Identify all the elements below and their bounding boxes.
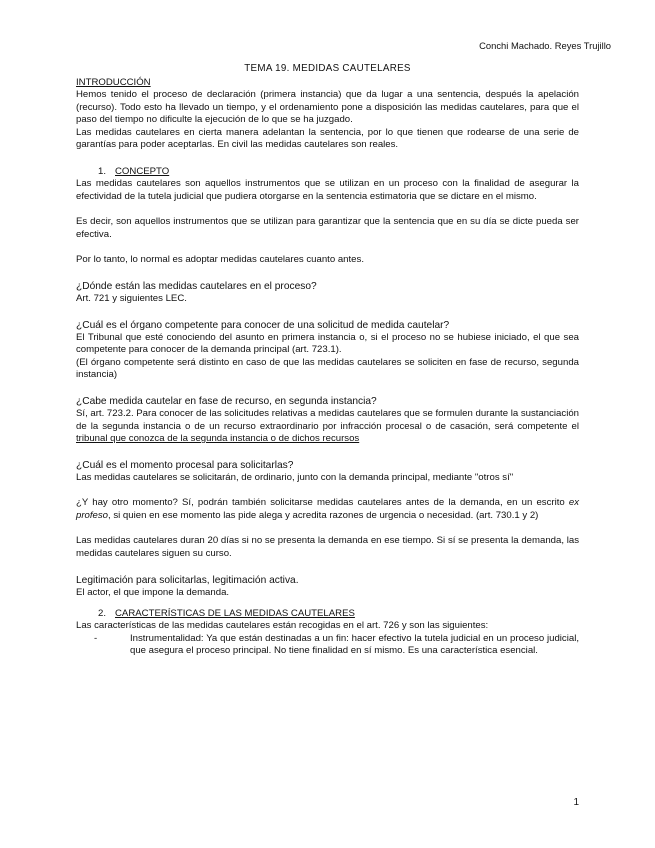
question-4: ¿Cuál es el momento procesal para solicitarlas? (76, 459, 294, 471)
bullet-text: Instrumentalidad: Ya que están destinadas a un fin: hacer efectivo la tutela judicial en un proceso judicial, que asegura el proceso principal. No tiene finalidad en sí mismo. Es una característica esencial. (130, 632, 579, 657)
answer-5-text: ¿Y hay otro momento? Sí, podrán también solicitarse medidas cautelares antes de la demanda, en un escrito (76, 497, 569, 509)
answer-3 (76, 408, 579, 446)
concepto-paragraph-1: Las medidas cautelares son aquellos instrumentos que se utilizan en un proceso con la finalidad de asegurar la efectividad de la tutela judicial que pudiera otorgarse en la sentencia estimatoria que se dictare en el mismo. (76, 177, 579, 202)
concepto-number: 1. (98, 165, 107, 177)
concepto-heading-text: CONCEPTO (115, 165, 170, 177)
bullet-dash: - (94, 632, 98, 644)
page-number: 1 (573, 797, 579, 808)
answer-5 (76, 497, 579, 522)
intro-heading: INTRODUCCIÓN (76, 77, 151, 88)
question-1: ¿Dónde están las medidas cautelares en el proceso? (76, 280, 317, 292)
concepto-paragraph-2: Es decir, son aquellos instrumentos que se utilizan para garantizar que la sentencia que en su día se dicte pueda ser efectiva. (76, 216, 579, 240)
caracteristicas-heading-text: CARACTERÍSTICAS DE LAS MEDIDAS CAUTELARES (115, 608, 355, 620)
intro-paragraph-2: Las medidas cautelares en cierta manera adelantan la sentencia, por lo que tienen que rodearse de una serie de garantías para poder aceptarlas. En civil las medidas cautelares son reales. (76, 126, 579, 151)
answer-4: Las medidas cautelares se solicitarán, de ordinario, junto con la demanda principal, mediante "otros sí" (76, 471, 514, 483)
intro-paragraph-1: Hemos tenido el proceso de declaración (primera instancia) que da lugar a una sentencia, después la apelación (recurso). Todo esto ha llevado un tiempo, y el ordenamiento pone a disposición las medidas cautelares, para que el paso del tiempo no dificulte la ejecución de lo que se ha juzgado. (76, 89, 579, 126)
answer-6: El actor, el que impone la demanda. (76, 586, 230, 598)
answer-1: Art. 721 y siguientes LEC. (76, 292, 187, 304)
question-3: ¿Cabe medida cautelar en fase de recurso, en segunda instancia? (76, 395, 377, 407)
document-body (76, 76, 579, 658)
page-header-author: Conchi Machado. Reyes Trujillo (479, 40, 611, 51)
caracteristicas-number: 2. (98, 608, 107, 620)
question-2: ¿Cuál es el órgano competente para conocer de una solicitud de medida cautelar? (76, 319, 450, 331)
caracteristicas-intro: Las características de las medidas cautelares están recogidas en el art. 726 y son las siguientes: (76, 620, 489, 632)
answer-2: El Tribunal que esté conociendo del asunto en primera instancia o, si el proceso no se hubiese iniciado, el que sea competente para conocer de la demanda principal (art. 723.1). (76, 331, 579, 356)
answer-5-text-end: , si quien en ese momento las pide alega y acredita razones de urgencia o necesidad. (art. 730.1 y 2) (108, 509, 539, 521)
concepto-paragraph-3: Por lo tanto, lo normal es adoptar medidas cautelares cuanto antes. (76, 254, 364, 266)
answer-5-italic: ex profeso (76, 497, 579, 521)
answer-3-text: Sí, art. 723.2. Para conocer de las solicitudes relativas a medidas cautelares que se formulen durante la sustanciación de la segunda instancia o de un recurso extraordinario por infracción procesal o de casación, será competente el (76, 407, 579, 432)
concepto-paragraph-4: Las medidas cautelares duran 20 días si no se presenta la demanda en ese tiempo. Si sí se presenta la demanda, las medidas cautelares siguen su curso. (76, 535, 579, 560)
answer-2-note: (El órgano competente será distinto en caso de que las medidas cautelares se soliciten en fase de recurso, segunda instancia) (76, 356, 579, 381)
answer-3-underlined: tribunal que conozca de la segunda instancia o de dichos recursos (76, 433, 360, 445)
list-item (94, 633, 579, 658)
caracteristicas-heading (98, 607, 579, 620)
question-6: Legitimación para solicitarlas, legitimación activa. (76, 574, 299, 586)
concepto-heading (98, 165, 579, 178)
document-title: TEMA 19. MEDIDAS CAUTELARES (244, 63, 411, 74)
